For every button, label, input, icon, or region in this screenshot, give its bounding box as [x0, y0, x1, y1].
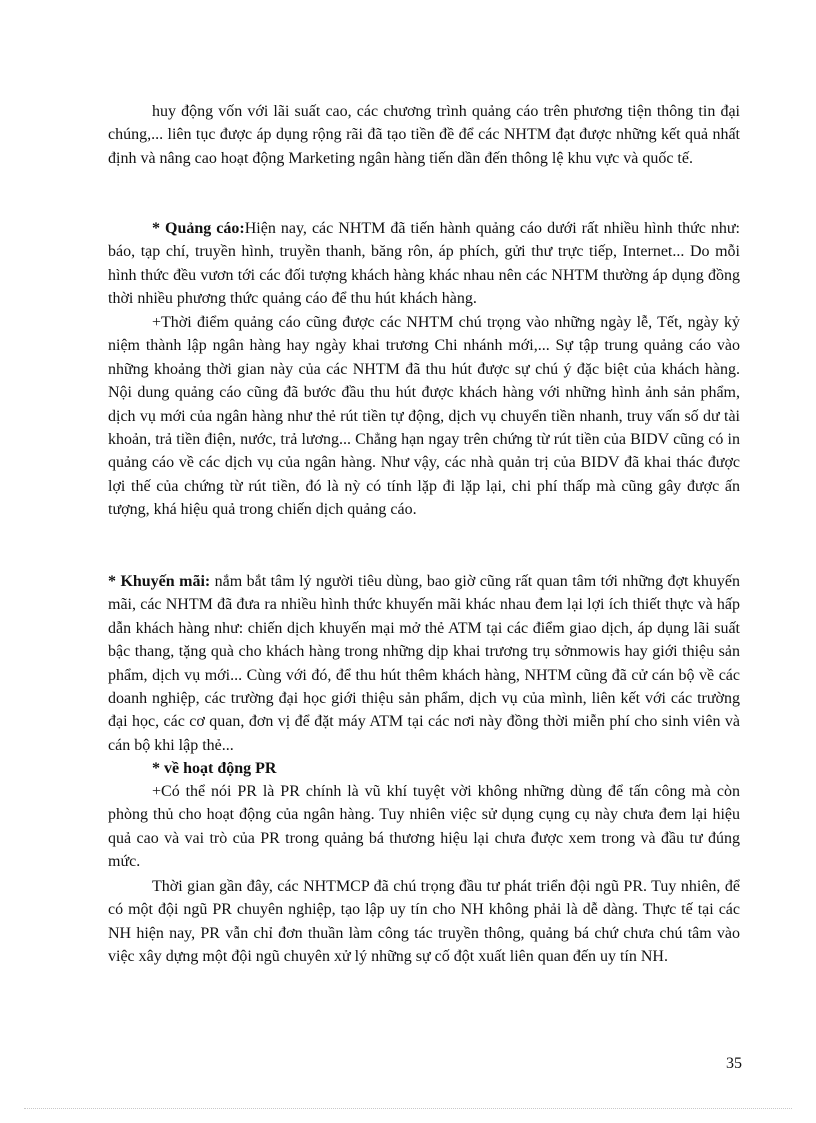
promotion-text: nắm bắt tâm lý người tiêu dùng, bao giờ cũng rất quan tâm tới những đợt khuyến mãi, các NHTM đã đưa ra nhiều hình thức khuyến mãi khác nhau đem lại lợi ích thiết thực và hấp dẫn khách hàng như: chiến dịch khuyến mại mở thẻ ATM tại các điểm giao dịch, áp dụng lãi suất bậc thang, tặng quà cho khách hàng trong những dịp khai trương trụ sởnmowis hay giới thiệu sản phẩm, dịch vụ mới... Cùng với đó, để thu hút thêm khách hàng, NHTM cũng đã cử cán bộ về các doanh nghiệp, các trường đại học giới thiệu sản phẩm, dịch vụ của mình, liên kết với các trường đại học, các cơ quan, đơn vị để đặt máy ATM tại các nơi này đồng thời miễn phí cho sinh viên và cán bộ khi lập thẻ...: [108, 573, 740, 754]
promotion-label: * Khuyến mãi:: [108, 573, 211, 590]
advertising-text: Hiện nay, các NHTM đã tiến hành quảng cáo dưới rất nhiều hình thức như: báo, tạp chí, truyền hình, truyền thanh, băng rôn, áp phích, gửi thư trực tiếp, Internet... Do mỗi hình thức đều vươn tới các đối tượng khách hàng khác nhau nên các NHTM thường áp dụng đồng thời nhiều phương thức quảng cáo để thu hút khách hàng.: [108, 220, 741, 308]
paragraph-intro: huy động vốn với lãi suất cao, các chương trình quảng cáo trên phương tiện thông tin đại chúng,... liên tục được áp dụng rộng rãi đã tạo tiền đề để các NHTM đạt được những kết quả nhất định và nâng cao hoạt động Marketing ngân hàng tiến dần đến thông lệ khu vực và quốc tế.: [108, 103, 740, 167]
page-number: 35: [726, 1055, 742, 1072]
advertising-label: * Quảng cáo:: [152, 220, 245, 237]
page-footer-divider: [24, 1108, 792, 1109]
paragraph-pr-recent: Thời gian gần đây, các NHTMCP đã chú trọng đầu tư phát triển đội ngũ PR. Tuy nhiên, để có một đội ngũ PR chuyên nghiệp, tạo lập uy tín cho NH không phải là dễ dàng. Thực tế tại các NH hiện nay, PR vẫn chỉ đơn thuần làm công tác truyền thông, quảng bá chứ chưa chú tâm vào việc xây dựng một đội ngũ chuyên xử lý những sự cố đột xuất liên quan đến uy tín NH.: [108, 878, 740, 966]
pr-heading: * về hoạt động PR: [152, 760, 277, 777]
paragraph-pr-intro: +Có thể nói PR là PR chính là vũ khí tuyệt vời không những dùng để tấn công mà còn phòng thủ cho hoạt động của ngân hàng. Tuy nhiên việc sử dụng cụng cụ này chưa đem lại hiệu quả cao và vai trò của PR trong quảng bá thương hiệu lại chưa được xem trong và đầu tư đúng mức.: [108, 783, 740, 871]
paragraph-promotion: [108, 570, 740, 757]
paragraph-advertising: [108, 217, 740, 311]
paragraph-advertising-timing: +Thời điểm quảng cáo cũng được các NHTM chú trọng vào những ngày lễ, Tết, ngày kỷ niệm thành lập ngân hàng hay ngày khai trương Chi nhánh mới,... Sự tập trung quảng cáo vào những khoảng thời gian này của các NHTM đã thu hút được sự chú ý đặc biệt của khách hàng. Nội dung quảng cáo cũng đã bước đầu thu hút được khách hàng với những hình ảnh sản phẩm, dịch vụ mới của ngân hàng như thẻ rút tiền tự động, dịch vụ chuyển tiền nhanh, truy vấn số dư tài khoản, trả tiền điện, nước, trả lương... Chẳng hạn ngay trên chứng từ rút tiền của BIDV cũng có in quảng cáo về các dịch vụ của ngân hàng. Như vậy, các nhà quản trị của BIDV đã khai thác được lợi thế của chứng từ rút tiền, đó là nỳ có tính lặp đi lặp lại, chi phí thấp mà cũng gây được ấn tượng, khá hiệu quả trong chiến dịch quảng cáo.: [108, 314, 740, 519]
